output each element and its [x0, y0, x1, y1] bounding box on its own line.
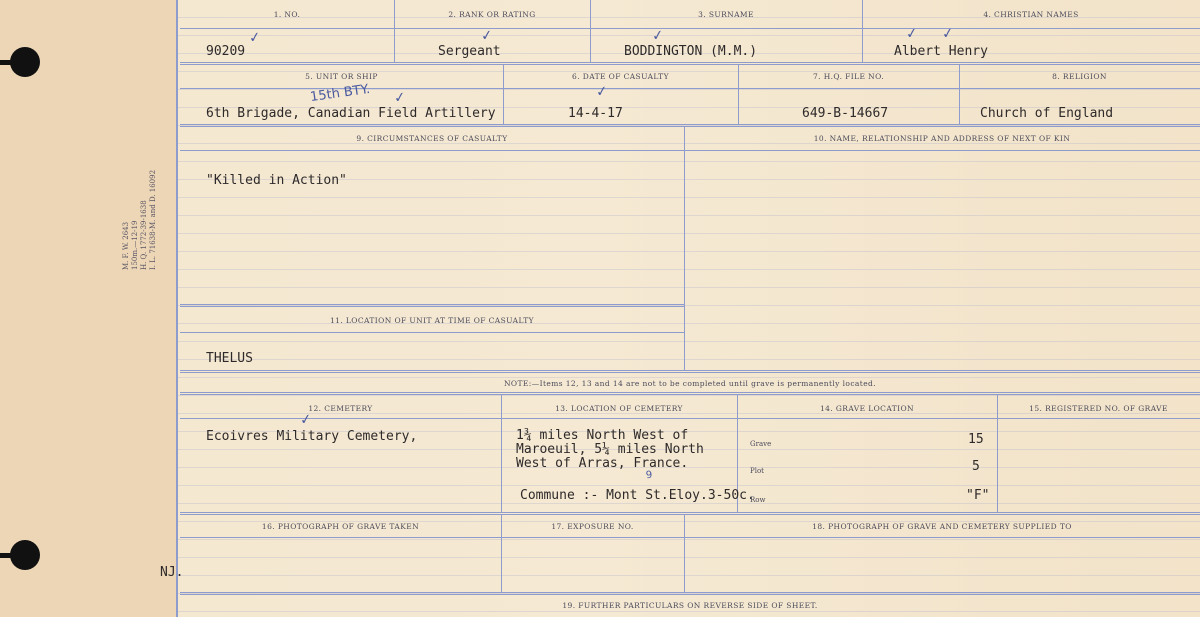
punch-hole-top: [10, 47, 40, 77]
rule: [180, 332, 685, 333]
rule: [180, 418, 1200, 419]
value-date-of-casualty: 14-4-17: [568, 106, 623, 121]
label-registered-no: 15. REGISTERED NO. OF GRAVE: [1029, 404, 1168, 413]
label-circumstances: 9. CIRCUMSTANCES OF CASUALTY: [356, 134, 508, 143]
value-religion: Church of England: [980, 106, 1114, 121]
label-christian-names: 4. CHRISTIAN NAMES: [983, 10, 1079, 19]
value-plot: 5: [972, 459, 980, 474]
label-photograph-supplied: 18. PHOTOGRAPH OF GRAVE AND CEMETERY SUPPLIED TO: [812, 522, 1072, 531]
form-code-line: I. L. 71638-M. and D. 16092: [149, 169, 157, 270]
punch-hole-tab-top: [0, 60, 14, 65]
label-unit: 5. UNIT OR SHIP: [305, 72, 378, 81]
label-cemetery: 12. CEMETERY: [308, 404, 373, 413]
rule: [180, 304, 685, 307]
value-circumstances: "Killed in Action": [206, 173, 347, 188]
label-religion: 8. RELIGION: [1052, 72, 1107, 81]
label-exposure-no: 17. EXPOSURE NO.: [551, 522, 634, 531]
form-code-line: M. F. W. 2643: [122, 221, 130, 270]
rule: [180, 150, 1200, 151]
note: NOTE:—Items 12, 13 and 14 are not to be completed until grave is permanently located.: [503, 379, 877, 388]
check-mark: ✓: [298, 411, 313, 429]
punch-hole-bottom: [10, 540, 40, 570]
value-hq-file-no: 649-B-14667: [802, 106, 889, 121]
value-christian-names: Albert Henry: [894, 44, 988, 59]
rule: [180, 28, 1200, 29]
rule: [180, 370, 1200, 373]
value-unit: 6th Brigade, Canadian Field Artillery: [206, 106, 496, 121]
value-location-line-2: Maroeuil, 5¼ miles North: [516, 442, 704, 457]
value-rank: Sergeant: [438, 44, 501, 59]
binder-rule: [176, 0, 178, 617]
label-location-of-cemetery: 13. LOCATION OF CEMETERY: [555, 404, 683, 413]
label-grave: Grave: [750, 440, 772, 448]
rule: [684, 127, 685, 370]
binder-margin: [0, 0, 178, 617]
check-mark: ✓: [594, 83, 609, 101]
rule: [180, 537, 1200, 538]
label-plot: Plot: [750, 467, 764, 475]
label-location-of-unit: 11. LOCATION OF UNIT AT TIME OF CASUALTY: [330, 316, 534, 325]
label-rank: 2. RANK OR RATING: [448, 10, 536, 19]
punch-hole-tab-bottom: [0, 553, 14, 558]
label-next-of-kin: 10. NAME, RELATIONSHIP AND ADDRESS OF NEXT OF KIN: [813, 134, 1071, 143]
label-date-of-casualty: 6. DATE OF CASUALTY: [572, 72, 669, 81]
unit-annotation: 15th BTY.: [309, 81, 372, 106]
value-grave: 15: [968, 432, 984, 447]
value-surname: BODDINGTON (M.M.): [624, 44, 758, 59]
check-mark: ✓: [479, 27, 494, 45]
value-location-of-unit: THELUS: [206, 351, 253, 366]
value-no: 90209: [206, 44, 246, 59]
footer-further-particulars: 19. FURTHER PARTICULARS ON REVERSE SIDE OF SHEET.: [562, 601, 818, 610]
rule: [180, 512, 1200, 515]
initials: NJ.: [160, 565, 184, 580]
ink-mark: 9: [645, 469, 654, 482]
check-mark: ✓: [904, 25, 919, 43]
check-mark: ✓: [940, 25, 955, 43]
label-surname: 3. SURNAME: [698, 10, 754, 19]
label-hq-file-no: 7. H.Q. FILE NO.: [812, 72, 885, 81]
value-location-line-3: West of Arras, France.: [516, 456, 689, 471]
form-code-line: H. Q. 1772-39-1638: [140, 200, 148, 270]
label-grave-location: 14. GRAVE LOCATION: [819, 404, 915, 413]
form-code-line: 150m.—12-19: [131, 220, 139, 270]
label-no: 1. NO.: [273, 10, 301, 19]
check-mark: ✓: [247, 29, 262, 47]
check-mark: ✓: [650, 27, 665, 45]
value-cemetery: Ecoivres Military Cemetery,: [206, 429, 418, 444]
rule: [180, 392, 1200, 395]
rule: [180, 124, 1200, 127]
rule: [180, 592, 1200, 595]
form-code: [122, 169, 158, 270]
check-mark: ✓: [392, 89, 407, 107]
rule: [180, 62, 1200, 65]
value-row: "F": [966, 488, 990, 503]
value-location-line-1: 1¾ miles North West of: [516, 428, 689, 443]
label-row: Row: [750, 496, 766, 504]
label-photograph-taken: 16. PHOTOGRAPH OF GRAVE TAKEN: [261, 522, 420, 531]
value-commune: Commune :- Mont St.Eloy.3-50c.: [520, 488, 755, 503]
